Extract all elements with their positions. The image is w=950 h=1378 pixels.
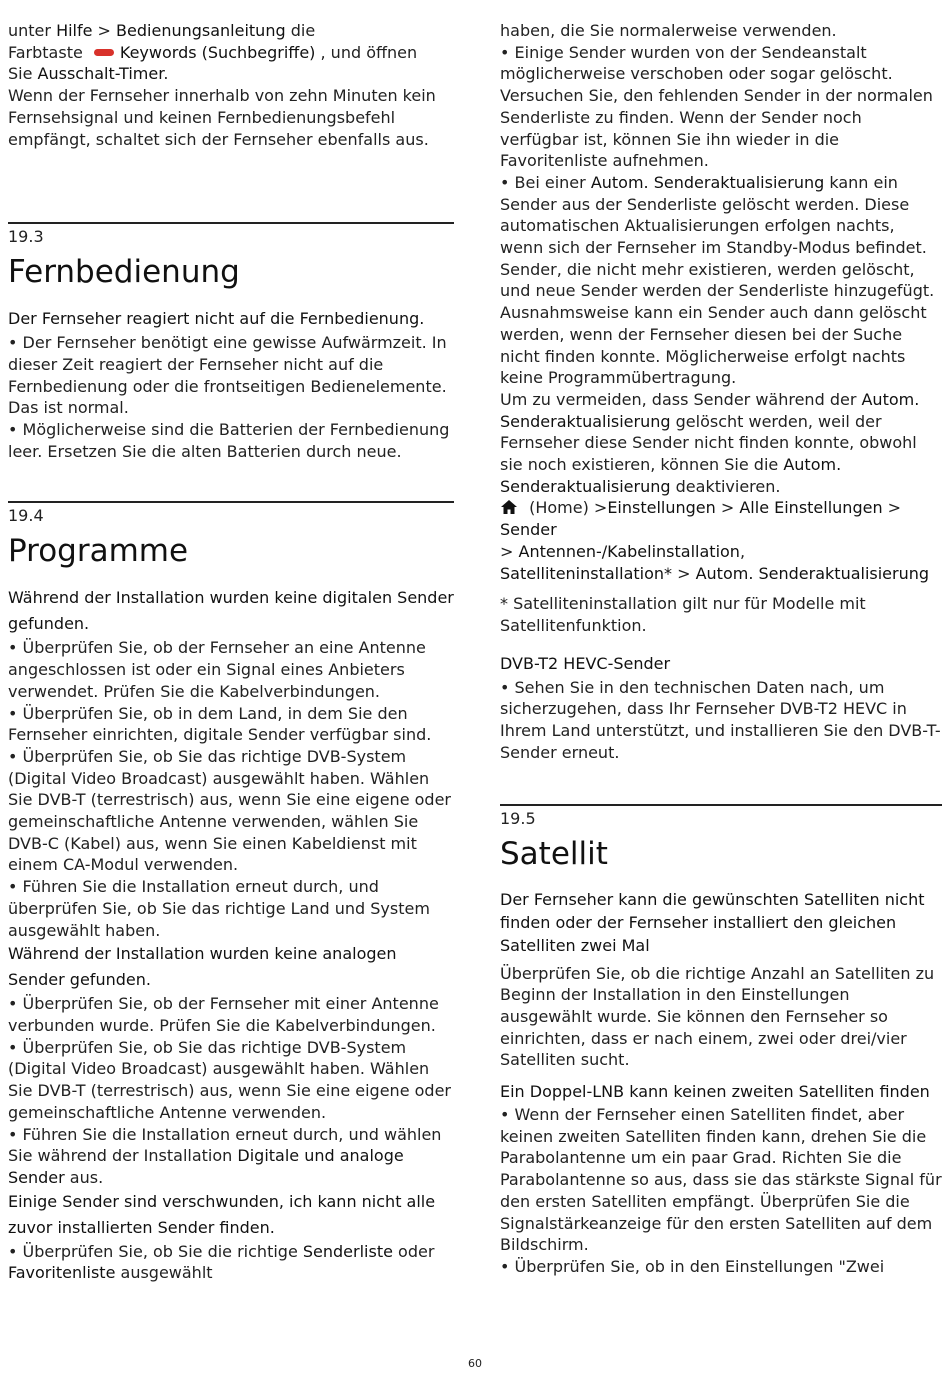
bullet: • Führen Sie die Installation erneut durch, und überprüfen Sie, ob Sie das richtige Land und System ausgewählt haben. xyxy=(8,877,430,940)
menu-term-settings: Einstellungen xyxy=(607,498,716,518)
text: Farbtaste xyxy=(8,42,88,62)
bullet: • Überprüfen Sie, ob Sie das richtige DVB-System (Digital Video Broadcast) ausgewählt haben. Wählen Sie DVB-T (terrestrisch) aus, wenn Sie eine eigene oder gemeinschaftliche Antenne verwenden. xyxy=(8,1037,451,1122)
subheading: Einige Sender sind verschwunden, ich kann nicht alle zuvor installierten Sender finden. xyxy=(8,1191,436,1237)
menu-term-digital-analog: Digitale und analoge Sender xyxy=(8,1146,404,1187)
menu-term-manual: Bedienungsanleitung xyxy=(116,21,286,40)
menu-term-auto-update: Autom. Senderaktualisierung xyxy=(695,563,930,583)
text: ausgewählt xyxy=(115,1263,213,1283)
menu-term-auto-update: Autom. Senderaktualisierung xyxy=(500,389,920,431)
text: > xyxy=(500,541,519,561)
text: oder xyxy=(392,1241,435,1261)
text: , xyxy=(739,541,746,561)
menu-term-help: Hilfe xyxy=(56,21,93,40)
subheading: Während der Installation wurden keine analogen Sender gefunden. xyxy=(8,944,397,990)
section-title: Programme xyxy=(8,533,189,570)
menu-term-keywords: Keywords (Suchbegriffe) xyxy=(119,42,316,62)
menu-term-channel-list: Senderliste xyxy=(302,1241,393,1261)
bullet: • Einige Sender wurden von der Sendeanstalt möglicherweise verschoben oder sogar gelöscht. Versuchen Sie, den fehlenden Sender in der normalen Senderliste zu finden. Wenn der Sender noch verfügbar ist, können Sie ihn wieder in die Favoritenliste aufnehmen. xyxy=(500,42,933,171)
bullet xyxy=(8,1124,454,1189)
subheading: Während der Installation wurden keine digitalen Sender gefunden. xyxy=(8,588,454,634)
text: Um zu vermeiden, dass Sender während der xyxy=(500,389,862,409)
bullet: • Möglicherweise sind die Batterien der Fernbedienung leer. Ersetzen Sie die alten Batterien durch neue. xyxy=(8,420,450,461)
paragraph xyxy=(500,389,942,498)
menu-path xyxy=(500,497,942,584)
text: aus. xyxy=(64,1167,104,1187)
intro-paragraph xyxy=(8,20,454,85)
text: > xyxy=(882,498,902,518)
text: gelöscht werden, weil der Fernseher diese Sender nicht finden konnte, obwohl sie noch existieren, können Sie die xyxy=(500,411,917,475)
red-color-key-icon xyxy=(94,49,114,56)
section-title: Satellit xyxy=(500,835,608,872)
section-number: 19.5 xyxy=(500,808,536,828)
text: • Bei einer xyxy=(500,172,591,192)
section-title: Fernbedienung xyxy=(8,254,240,291)
menu-term-auto-update: Autom. Senderaktualisierung xyxy=(590,172,825,192)
subheading: Ein Doppel-LNB kann keinen zweiten Satelliten finden xyxy=(500,1082,930,1102)
text: . xyxy=(163,64,169,84)
text: > xyxy=(672,563,696,583)
subheading: DVB-T2 HEVC-Sender xyxy=(500,653,671,673)
text: • Führen Sie die Installation erneut durch, und wählen Sie während der Installation xyxy=(8,1124,442,1166)
subheading: Der Fernseher kann die gewünschten Satelliten nicht finden oder der Fernseher installiert den gleichen Satelliten zwei Mal xyxy=(500,889,925,955)
left-column xyxy=(8,20,454,1284)
bullet: • Überprüfen Sie, ob Sie das richtige DVB-System (Digital Video Broadcast) ausgewählt haben. Wählen Sie DVB-T (terrestrisch) aus, wenn Sie eine eigene oder gemeinschaftliche Antenne verwenden, wählen Sie DVB-C (Kabel) aus, wenn Sie einen Kabeldienst mit einem CA-Modul verwenden. xyxy=(8,746,451,875)
bullet: • Sehen Sie in den technischen Daten nach, um sicherzugehen, dass Ihr Fernseher DVB-T2 HEVC in Ihrem Land unterstützt, und installieren Sie den DVB-T-Sender erneut. xyxy=(500,677,941,762)
right-column xyxy=(500,20,942,1278)
menu-term-sleep-timer: Ausschalt-Timer xyxy=(37,64,164,84)
bullet: • Überprüfen Sie, ob der Fernseher mit einer Antenne verbunden wurde. Prüfen Sie die Kabelverbindungen. xyxy=(8,994,439,1035)
menu-term-all-settings: Alle Einstellungen xyxy=(739,498,883,518)
menu-term-satellite-install: Satelliteninstallation* xyxy=(500,563,673,583)
text: (Home) > xyxy=(524,498,608,518)
subheading: Der Fernseher reagiert nicht auf die Fernbedienung. xyxy=(8,309,425,329)
page-number: 60 xyxy=(468,1357,482,1370)
bullet xyxy=(8,1241,454,1284)
menu-term-antenna-cable: Antennen-/Kabelinstallation xyxy=(518,541,740,561)
section-number: 19.3 xyxy=(8,227,44,247)
intro-paragraph-2: Wenn der Fernseher innerhalb von zehn Minuten kein Fernsehsignal und keinen Fernbedienungsbefehl empfängt, schaltet sich der Fernseher ebenfalls aus. xyxy=(8,86,436,149)
section-divider xyxy=(500,804,942,806)
continued-text: haben, die Sie normalerweise verwenden. xyxy=(500,21,837,40)
bullet xyxy=(500,172,942,389)
text: > xyxy=(92,21,117,40)
bullet: • Wenn der Fernseher einen Satelliten findet, aber keinen zweiten Satelliten finden kann, drehen Sie die Parabolantenne um ein paar Grad. Richten Sie die Parabolantenne so aus, dass sie das stärkste Signal für den ersten Satelliten empfängt. Überprüfen Sie die Signalstärkeanzeige für den ersten Satelliten auf dem Bildschirm. xyxy=(500,1105,942,1255)
text: > xyxy=(715,498,740,518)
bullet: • Der Fernseher benötigt eine gewisse Aufwärmzeit. In dieser Zeit reagiert der Fernseher nicht auf die Fernbedienung oder die frontseitigen Bedienelemente. Das ist normal. xyxy=(8,333,447,418)
home-icon xyxy=(500,499,518,515)
text: unter xyxy=(8,21,57,40)
text: die xyxy=(285,21,316,40)
section-divider xyxy=(8,222,454,224)
text: • Überprüfen Sie, ob Sie die richtige xyxy=(8,1241,303,1261)
footnote: * Satelliteninstallation gilt nur für Modelle mit Satellitenfunktion. xyxy=(500,594,866,635)
text: deaktivieren. xyxy=(670,476,781,496)
section-number: 19.4 xyxy=(8,506,44,526)
text: Sie xyxy=(8,64,38,84)
menu-term-auto-update: Autom. Senderaktualisierung xyxy=(500,455,842,496)
text: kann ein Sender aus der Senderliste gelöscht werden. Diese automatischen Aktualisierungen erfolgen nachts, wenn sich der Fernseher im Standby-Modus befindet. Sender, die nicht mehr existieren, werden gelöscht, und neue Sender werden der Senderliste hinzugefügt. Ausnahmsweise kann ein Sender auch dann gelöscht werden, wenn der Fernseher diesen bei der Suche nicht finden konnte. Möglicherweise erfolgt nachts keine Programmübertragung. xyxy=(500,172,935,388)
bullet: • Überprüfen Sie, ob der Fernseher an eine Antenne angeschlossen ist oder ein Signal eines Anbieters verwendet. Prüfen Sie die Kabelverbindungen. xyxy=(8,638,426,701)
bullet: • Überprüfen Sie, ob in dem Land, in dem Sie den Fernseher einrichten, digitale Sender verfügbar sind. xyxy=(8,703,432,745)
section-divider xyxy=(8,501,454,503)
bullet: • Überprüfen Sie, ob in den Einstellungen "Zwei xyxy=(500,1256,885,1276)
text: , und öffnen xyxy=(315,42,418,62)
menu-term-favourites: Favoritenliste xyxy=(8,1263,116,1283)
paragraph: Überprüfen Sie, ob die richtige Anzahl an Satelliten zu Beginn der Installation in den Einstellungen ausgewählt wurde. Sie können den Fernseher so einrichten, dass er nach einem, zwei oder drei/vier Satelliten sucht. xyxy=(500,963,935,1070)
menu-term-channels: Sender xyxy=(500,520,557,540)
